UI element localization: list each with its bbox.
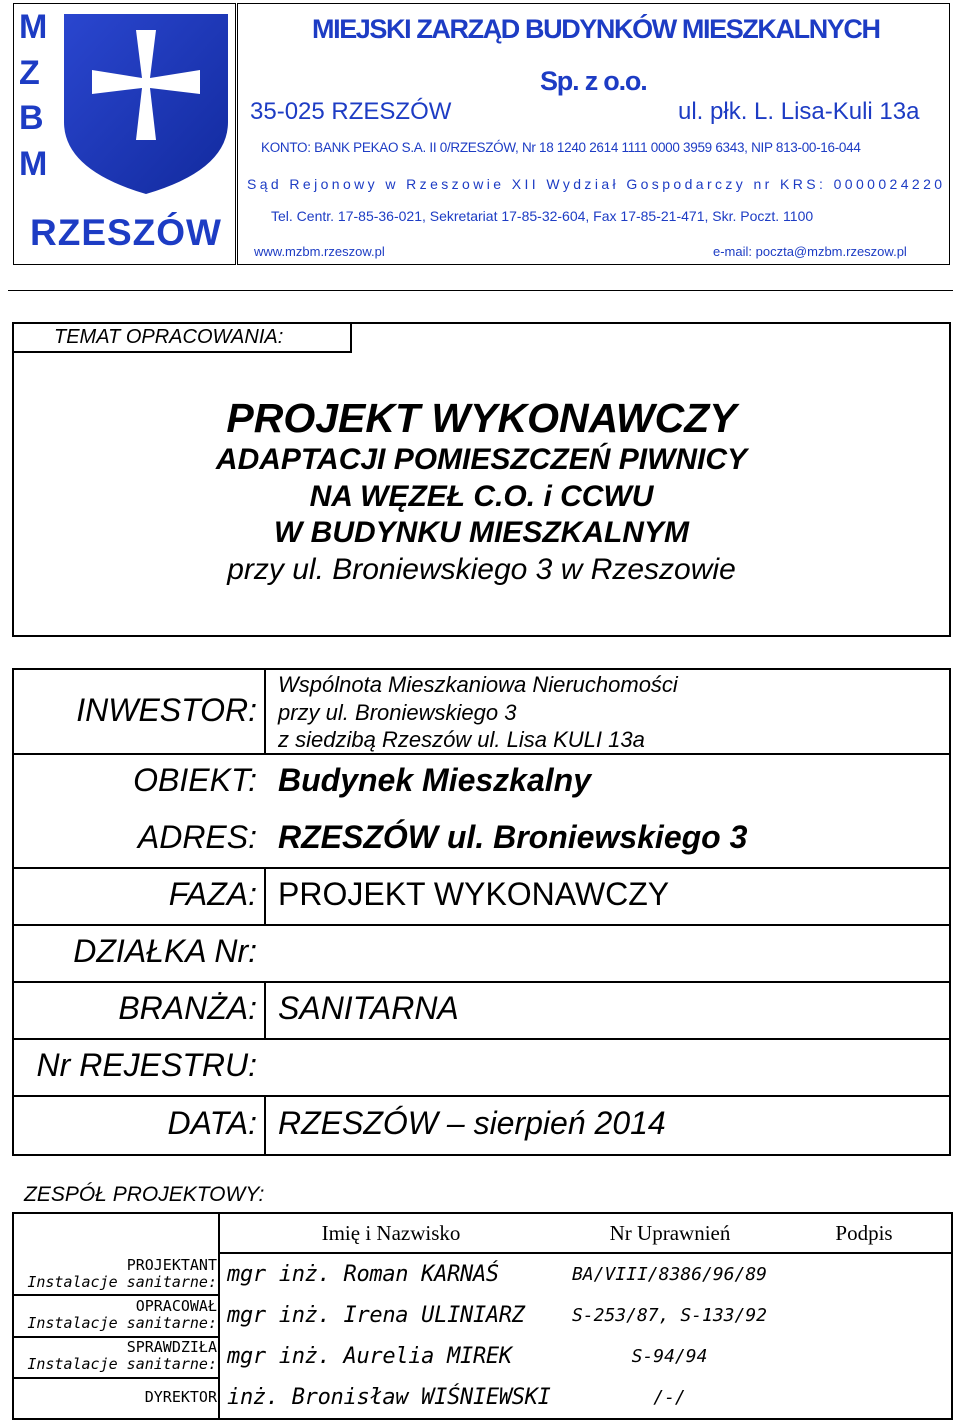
address-street: ul. płk. L. Lisa-Kuli 13a <box>678 98 920 125</box>
topic-label: TEMAT OPRACOWANIA: <box>54 326 284 348</box>
branch-label: BRANŻA: <box>118 990 257 1026</box>
object-value: Budynek Mieszkalny <box>278 762 591 798</box>
topic-title-1: PROJEKT WYKONAWCZY <box>226 395 737 441</box>
company-form: Sp. z o.o. <box>540 66 647 96</box>
phone-line: Tel. Centr. 17-85-36-021, Sekretariat 17-85-32-604, Fax 17-85-21-471, Skr. Poczt. 1100 <box>271 208 814 224</box>
logo-city: RZESZÓW <box>30 212 222 253</box>
team-role-1 <box>27 1257 217 1291</box>
team-header-signature: Podpis <box>835 1221 893 1245</box>
info-divider-v <box>264 668 266 754</box>
address-label: ADRES: <box>137 819 257 855</box>
info-row-line <box>12 1038 951 1040</box>
address-city: 35-025 RZESZÓW <box>250 98 452 125</box>
info-divider-v4 <box>264 1096 266 1154</box>
info-row-line <box>12 981 951 983</box>
team-name-3: mgr inż. Aurelia MIREK <box>227 1344 512 1369</box>
role-sub: Instalacje sanitarne: <box>27 1355 217 1373</box>
team-permit-2: S-253/87, S-133/92 <box>571 1305 768 1326</box>
company-name: MIEJSKI ZARZĄD BUDYNKÓW MIESZKALNYCH <box>312 14 880 44</box>
plot-label: DZIAŁKA Nr: <box>73 933 257 969</box>
logo-letter-b: B <box>19 99 44 137</box>
info-divider-v2 <box>264 868 266 924</box>
team-permit-3: S-94/94 <box>631 1346 708 1367</box>
info-row-line <box>12 1095 951 1097</box>
address-value: RZESZÓW ul. Broniewskiego 3 <box>278 819 748 855</box>
phase-label: FAZA: <box>168 876 257 912</box>
investor-line-2: przy ul. Broniewskiego 3 <box>278 700 517 725</box>
email-link[interactable]: e-mail: poczta@mzbm.rzeszow.pl <box>713 244 907 259</box>
role-sub: Instalacje sanitarne: <box>27 1273 217 1291</box>
team-role-3 <box>27 1339 217 1373</box>
team-role-4 <box>145 1389 217 1406</box>
investor-label: INWESTOR: <box>76 692 257 728</box>
team-header-permit: Nr Uprawnień <box>609 1221 731 1245</box>
topic-title-3: NA WĘZEŁ C.O. i CCWU <box>309 480 654 513</box>
team-role-2 <box>27 1298 217 1332</box>
phase-value: PROJEKT WYKONAWCZY <box>278 876 670 912</box>
team-row-line <box>12 1377 219 1379</box>
website-link[interactable]: www.mzbm.rzeszow.pl <box>254 244 385 259</box>
role-title: PROJEKTANT <box>126 1256 217 1274</box>
logo-letter-m: M <box>19 8 48 46</box>
role-sub: Instalacje sanitarne: <box>27 1314 217 1332</box>
team-row-line <box>12 1294 219 1296</box>
info-row-line <box>12 867 951 869</box>
investor-line-1: Wspólnota Mieszkaniowa Nieruchomości <box>278 672 678 697</box>
logo-letter-m2: M <box>19 145 48 183</box>
logo-letter-z: Z <box>19 54 40 92</box>
header-divider <box>8 290 953 291</box>
team-header-line <box>218 1252 953 1254</box>
team-header-name: Imię i Nazwisko <box>321 1221 461 1245</box>
topic-title-5: przy ul. Broniewskiego 3 w Rzeszowie <box>227 553 736 586</box>
role-title: DYREKTOR <box>144 1388 217 1406</box>
team-name-4: inż. Bronisław WIŚNIEWSKI <box>227 1385 551 1410</box>
team-name-2: mgr inż. Irena ULINIARZ <box>227 1303 525 1328</box>
bank-line: KONTO: BANK PEKAO S.A. II 0/RZESZÓW, Nr 18 1240 2614 1111 0000 3959 6343, NIP 813-00-16-044 <box>261 140 861 155</box>
info-divider-v3 <box>264 982 266 1038</box>
team-permit-4: /-/ <box>653 1387 686 1408</box>
date-label: DATA: <box>167 1105 257 1141</box>
team-permit-1: BA/VIII/8386/96/89 <box>571 1264 768 1285</box>
info-row-line <box>12 753 951 755</box>
team-label: ZESPÓŁ PROJEKTOWY: <box>24 1183 265 1206</box>
topic-title-2: ADAPTACJI POMIESZCZEŃ PIWNICY <box>215 443 748 476</box>
branch-value: SANITARNA <box>278 990 459 1026</box>
info-row-line <box>12 924 951 926</box>
coat-of-arms-icon <box>62 12 230 196</box>
date-value: RZESZÓW – sierpień 2014 <box>278 1105 666 1141</box>
role-title: SPRAWDZIŁA <box>126 1338 217 1356</box>
investor-line-3: z siedzibą Rzeszów ul. Lisa KULI 13a <box>278 727 645 752</box>
court-line: Sąd Rejonowy w Rzeszowie XII Wydział Gospodarczy nr KRS: 0000024220 <box>247 176 946 192</box>
register-label: Nr REJESTRU: <box>36 1047 257 1083</box>
object-label: OBIEKT: <box>133 762 257 798</box>
role-title: OPRACOWAŁ <box>135 1297 217 1315</box>
team-name-1: mgr inż. Roman KARNAŚ <box>227 1262 499 1287</box>
topic-title-4: W BUDYNKU MIESZKALNYM <box>274 516 689 549</box>
